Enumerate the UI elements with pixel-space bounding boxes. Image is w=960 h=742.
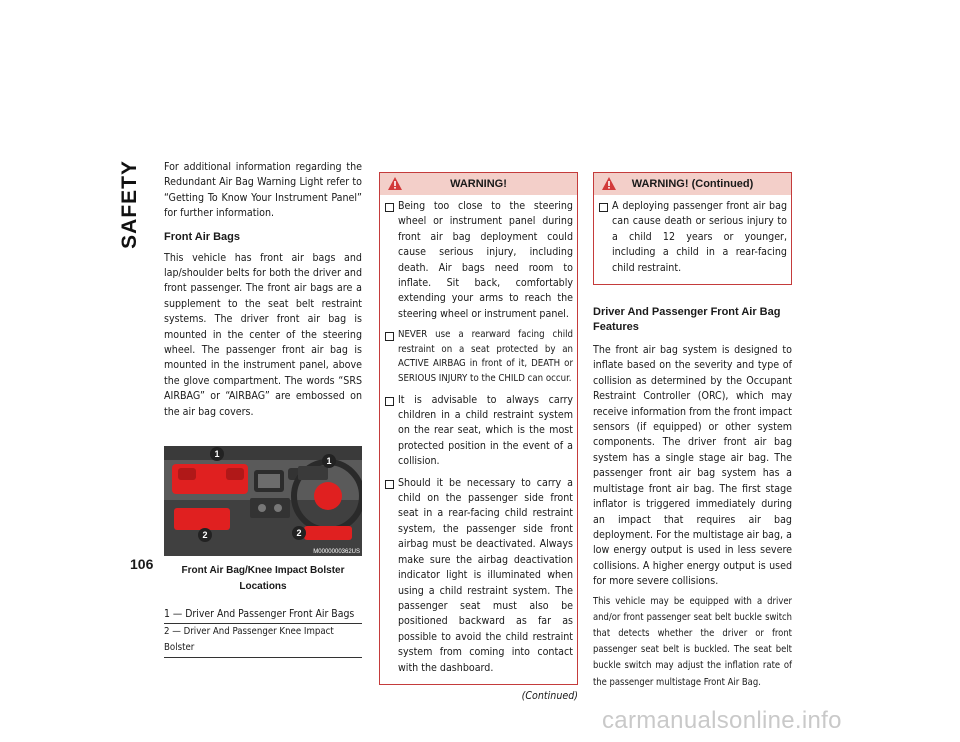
driver-airbag-highlight bbox=[314, 482, 342, 510]
warning-item-text: Being too close to the steering wheel or instrument panel during front air bag deployment could cause serious injury, including death. Air bags need room to inflate. Sit back, comfortably extending your arms to reach the steering wheel or instrument panel. bbox=[398, 200, 573, 320]
climate-controls bbox=[250, 498, 290, 518]
warning-item bbox=[384, 328, 573, 386]
warning-item bbox=[384, 393, 573, 470]
passenger-vent bbox=[178, 468, 196, 480]
checkbox-bullet-icon bbox=[385, 332, 394, 341]
column-middle bbox=[379, 172, 578, 704]
front-air-bags-heading: Front Air Bags bbox=[164, 230, 240, 243]
center-vent-left bbox=[226, 468, 244, 480]
warning-item-text: NEVER use a rearward facing child restraint on a seat protected by an ACTIVE AIRBAG in front of it, DEATH or SERIOUS INJURY to the CHILD can occur. bbox=[398, 329, 573, 385]
section-tab-label: SAFETY bbox=[118, 160, 141, 249]
legend-item-2: 2 — Driver And Passenger Knee Impact Bolster bbox=[164, 624, 362, 658]
figure-code: M0000000362US bbox=[313, 549, 360, 556]
callout-2-driver: 2 bbox=[292, 526, 306, 540]
screen-face bbox=[258, 474, 280, 488]
warning-item bbox=[384, 199, 573, 322]
knob-left bbox=[258, 504, 266, 512]
dashboard-figure bbox=[164, 446, 362, 556]
warning-body bbox=[594, 195, 791, 284]
checkbox-bullet-icon bbox=[385, 397, 394, 406]
checkbox-bullet-icon bbox=[385, 480, 394, 489]
driver-knee-bolster-highlight bbox=[304, 526, 352, 540]
warning-triangle-icon bbox=[387, 176, 403, 191]
column-right bbox=[593, 172, 792, 691]
page-number: 106 bbox=[130, 556, 154, 572]
watermark: carmanualsonline.info bbox=[602, 707, 842, 734]
warning-item-text: It is advisable to always carry children in a child restraint system on the rear seat, which is the most protected position in the event of a collision. bbox=[398, 393, 573, 468]
figure-legend bbox=[164, 606, 362, 658]
warning-item bbox=[598, 199, 787, 276]
callout-1-passenger: 1 bbox=[210, 447, 224, 461]
warning-title: WARNING! (Continued) bbox=[631, 178, 754, 190]
checkbox-bullet-icon bbox=[599, 203, 608, 212]
warning-header bbox=[380, 173, 577, 195]
warning-box bbox=[379, 172, 578, 685]
warning-item-text: A deploying passenger front air bag can cause death or serious injury to a child 12 years or younger, including a child in a rear-facing child restraint. bbox=[612, 200, 787, 274]
checkbox-bullet-icon bbox=[385, 203, 394, 212]
warning-header bbox=[594, 173, 791, 195]
callout-2-passenger: 2 bbox=[198, 528, 212, 542]
figure-caption: Front Air Bag/Knee Impact Bolster Locations bbox=[181, 565, 345, 592]
legend-item-1: 1 — Driver And Passenger Front Air Bags bbox=[164, 606, 362, 624]
warning-body bbox=[380, 195, 577, 684]
glovebox-knee-bolster-highlight bbox=[174, 508, 230, 530]
continued-label: (Continued) bbox=[521, 689, 578, 702]
front-air-bags-paragraph: This vehicle has front air bags and lap/shoulder belts for both the driver and front passenger. The front air bags are a supplement to the seat belt restraint systems. The driver front air bag is mounted in the center of the steering wheel. The passenger front air bag is mounted in the instrument panel, above the glove compartment. The words “SRS AIRBAG” or “AIRBAG” are embossed on the air bag covers. bbox=[164, 251, 362, 418]
intro-paragraph: For additional information regarding the Redundant Air Bag Warning Light refer to “Getting To Know Your Instrument Panel” for further information. bbox=[164, 161, 362, 220]
warning-item-text: Should it be necessary to carry a child on the passenger side front seat in a rear-facing child restraint system, the passenger side front airbag must be deactivated. Always make sure the airbag deactivation indicator light is illuminated when using a child restraint system. The passenger seat must also be positioned backward as far as possible to avoid the child restraint system from coming into contact with the dashboard. bbox=[398, 476, 573, 674]
gauge-cluster bbox=[298, 466, 328, 480]
buckle-switch-paragraph: This vehicle may be equipped with a driver and/or front passenger seat belt buckle switch that detects whether the driver or front passenger seat belt is buckled. The seat belt buckle switch may adjust the inflation rate of the passenger multistage Front Air Bag. bbox=[593, 595, 792, 688]
features-heading: Driver And Passenger Front Air Bag Features bbox=[593, 306, 781, 334]
features-paragraph: The front air bag system is designed to inflate based on the severity and type of collision as determined by the Occupant Restraint Controller (ORC), which may receive information from the front impact sensors (if equipped) or other system components. The driver front air bag system has a single stage air bag. The passenger front air bag system has a multistage front air bag. The first stage inflator is triggered immediately during an impact that requires air bag deployment. For the multistage air bag, a low energy output is used in less severe collisions. A higher energy output is used for more severe collisions. bbox=[593, 344, 792, 588]
knob-right bbox=[274, 504, 282, 512]
warning-item bbox=[384, 476, 573, 676]
callout-1-driver: 1 bbox=[322, 454, 336, 468]
warning-triangle-icon bbox=[601, 176, 617, 191]
column-left bbox=[164, 160, 362, 658]
warning-title: WARNING! bbox=[450, 178, 507, 190]
warning-box-continued bbox=[593, 172, 792, 285]
